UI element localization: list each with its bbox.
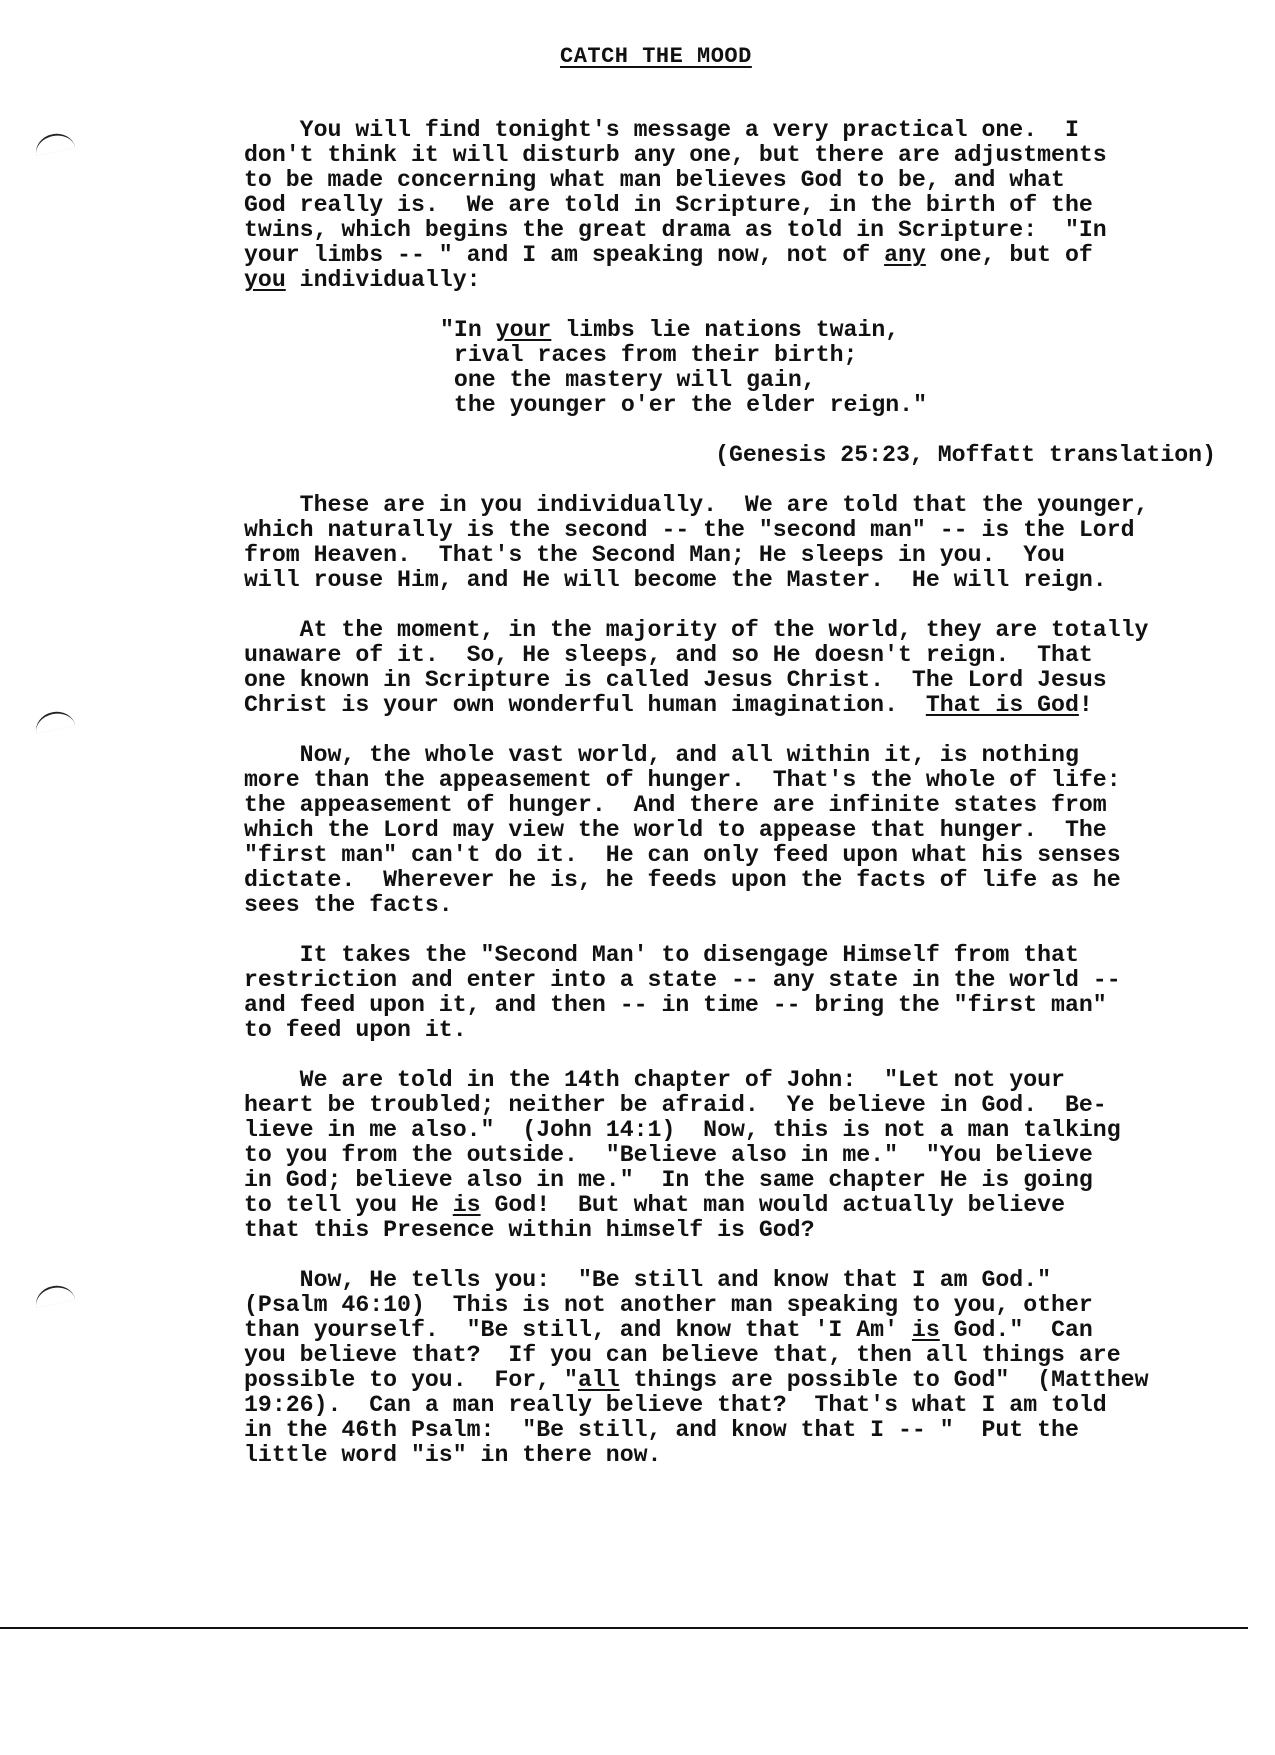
paragraph-line: more than the appeasement of hunger. That's the whole of life: (244, 767, 1121, 793)
paragraph-line: dictate. Wherever he is, he feeds upon the facts of life as he (244, 867, 1121, 893)
paragraph-line (244, 1368, 1224, 1393)
text-segment: possible to you. For, " (244, 1367, 578, 1393)
paragraph-line: that this Presence within himself is God? (244, 1217, 815, 1243)
paragraph-line: to you from the outside. "Believe also in me." "You believe (244, 1142, 1093, 1168)
paragraph (244, 618, 1224, 718)
paragraph-line (244, 1318, 1224, 1343)
paragraph-line: Now, the whole vast world, and all within it, is nothing (244, 742, 1079, 768)
poem-line: one the mastery will gain, (440, 367, 816, 393)
text-segment: "In (440, 317, 496, 343)
paragraph-line: sees the facts. (244, 892, 453, 918)
page-title: CATCH THE MOOD (560, 44, 752, 69)
paragraph-line: restriction and enter into a state -- any state in the world -- (244, 967, 1121, 993)
text-segment: things are possible to God" (Matthew (619, 1367, 1149, 1393)
underlined-text: your (495, 317, 552, 343)
text-segment: one, but of (925, 242, 1093, 268)
text-segment: Christ is your own wonderful human imagination. (244, 692, 926, 718)
paragraph (244, 118, 1224, 293)
paragraph-line: to feed upon it. (244, 1017, 467, 1043)
paragraph-line: You will find tonight's message a very practical one. I (244, 117, 1079, 143)
poem-citation: (Genesis 25:23, Moffatt translation) (715, 442, 1216, 468)
paragraph (244, 1268, 1224, 1468)
paragraph-line: in the 46th Psalm: "Be still, and know that I -- " Put the (244, 1417, 1079, 1443)
paragraph-line (244, 1193, 1224, 1218)
paragraph-line: heart be troubled; neither be afraid. Ye believe in God. Be- (244, 1092, 1107, 1118)
paragraph-line: twins, which begins the great drama as told in Scripture: "In (244, 217, 1107, 243)
paragraph-line: to be made concerning what man believes God to be, and what (244, 167, 1065, 193)
paragraph (244, 743, 1224, 918)
underlined-text: is (911, 1317, 940, 1343)
paragraph-line: These are in you individually. We are told that the younger, (244, 492, 1149, 518)
poem-line (440, 318, 1224, 343)
paragraph-line: from Heaven. That's the Second Man; He sleeps in you. You (244, 542, 1065, 568)
paragraph-line: will rouse Him, and He will become the Master. He will reign. (244, 567, 1107, 593)
paragraph-line: little word "is" in there now. (244, 1442, 662, 1468)
paragraph-line: one known in Scripture is called Jesus Christ. The Lord Jesus (244, 667, 1107, 693)
underlined-text: That is God (925, 692, 1079, 718)
paragraph-line: lieve in me also." (John 14:1) Now, this is not a man talking (244, 1117, 1121, 1143)
paragraph-line: unaware of it. So, He sleeps, and so He doesn't reign. That (244, 642, 1093, 668)
paragraph-line: It takes the "Second Man' to disengage Himself from that (244, 942, 1079, 968)
underlined-text: you (244, 267, 286, 293)
paragraph-line (244, 268, 1224, 293)
text-segment: than yourself. "Be still, and know that 'I Am' (244, 1317, 912, 1343)
binder-hole-mark-bottom (33, 1282, 76, 1308)
paragraph-line: "first man" can't do it. He can only feed upon what his senses (244, 842, 1121, 868)
poem-line: the younger o'er the elder reign." (440, 392, 928, 418)
poem-quote (244, 318, 1224, 418)
bottom-rule (0, 1627, 1248, 1629)
paragraph-line: (Psalm 46:10) This is not another man speaking to you, other (244, 1292, 1093, 1318)
paragraph (244, 943, 1224, 1043)
paragraph-line: At the moment, in the majority of the world, they are totally (244, 617, 1149, 643)
paragraph-line (244, 243, 1224, 268)
text-segment: your limbs -- " and I am speaking now, not of (244, 242, 885, 268)
underlined-text: all (577, 1367, 620, 1393)
text-segment: ! (1078, 692, 1093, 718)
poem-line: rival races from their birth; (440, 342, 858, 368)
paragraph-line: which naturally is the second -- the "second man" -- is the Lord (244, 517, 1135, 543)
paragraph-line: 19:26). Can a man really believe that? That's what I am told (244, 1392, 1107, 1418)
paragraph-line: the appeasement of hunger. And there are infinite states from (244, 792, 1107, 818)
text-segment: God." Can (939, 1317, 1093, 1343)
paragraph-line: We are told in the 14th chapter of John: "Let not your (244, 1067, 1065, 1093)
paragraph-line: in God; believe also in me." In the same chapter He is going (244, 1167, 1093, 1193)
paragraph-line: you believe that? If you can believe that, then all things are (244, 1342, 1121, 1368)
paragraph (244, 1068, 1224, 1243)
paragraph-line: don't think it will disturb any one, but there are adjustments (244, 142, 1107, 168)
paragraph-line: and feed upon it, and then -- in time -- bring the "first man" (244, 992, 1107, 1018)
text-segment: limbs lie nations twain, (551, 317, 900, 343)
binder-hole-mark-middle (33, 708, 76, 734)
text-segment: God! But what man would actually believe (480, 1192, 1065, 1218)
underlined-text: any (884, 242, 926, 268)
paragraph (244, 493, 1224, 593)
paragraph-line: which the Lord may view the world to appease that hunger. The (244, 817, 1107, 843)
paragraph-line: Now, He tells you: "Be still and know that I am God." (244, 1267, 1052, 1293)
binder-hole-mark-top (33, 130, 76, 156)
underlined-text: is (452, 1192, 481, 1218)
paragraph-line: God really is. We are told in Scripture, in the birth of the (244, 192, 1093, 218)
text-segment: to tell you He (244, 1192, 453, 1218)
text-segment: individually: (285, 267, 481, 293)
document-body (244, 118, 1224, 1493)
paragraph-line (244, 693, 1224, 718)
